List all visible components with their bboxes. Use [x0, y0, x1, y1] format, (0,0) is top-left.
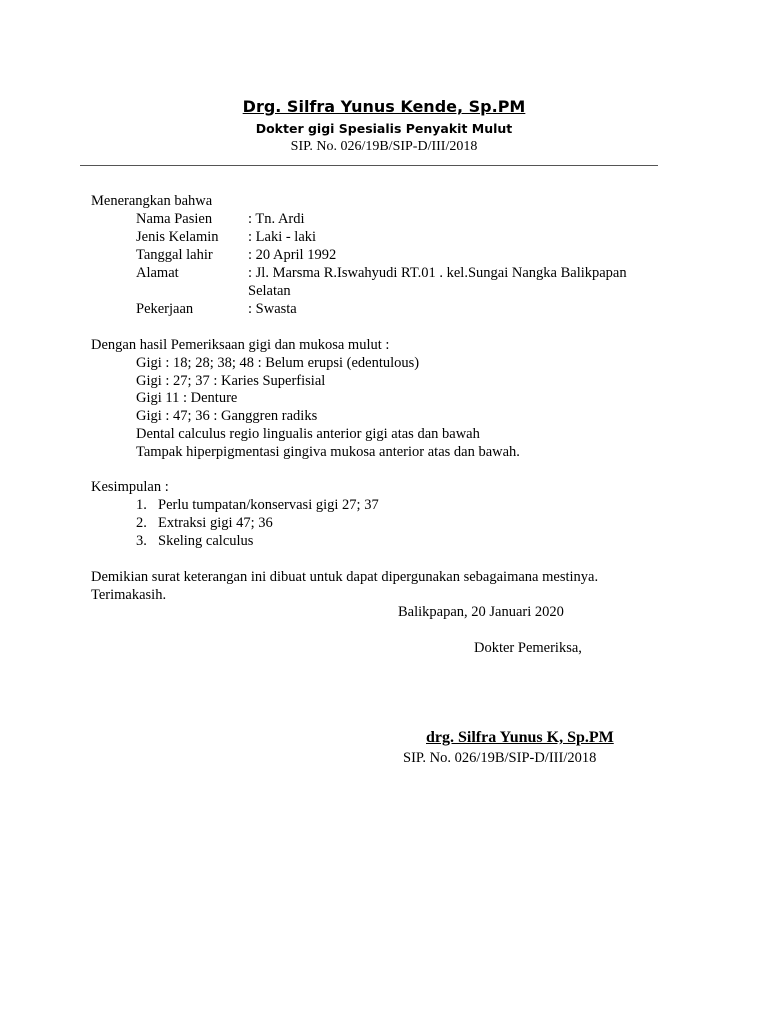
intro-text: Menerangkan bahwa	[91, 193, 213, 209]
exam-finding: Gigi 11 : Denture	[136, 390, 238, 406]
conclusion-item: Extraksi gigi 47; 36	[158, 515, 273, 531]
patient-label-gender: Jenis Kelamin	[136, 229, 219, 245]
place-date: Balikpapan, 20 Januari 2020	[398, 604, 564, 620]
conclusion-item: Skeling calculus	[158, 533, 254, 549]
exam-heading: Dengan hasil Pemeriksaan gigi dan mukosa mulut :	[91, 337, 390, 353]
conclusion-number: 1.	[136, 497, 147, 513]
signature-name: drg. Silfra Yunus K, Sp.PM	[426, 729, 614, 746]
doctor-name-title: Drg. Silfra Yunus Kende, Sp.PM	[242, 97, 526, 116]
signature-sip-number: SIP. No. 026/19B/SIP-D/III/2018	[403, 750, 597, 766]
patient-value-address-cont: Selatan	[248, 283, 291, 299]
conclusion-number: 2.	[136, 515, 147, 531]
closing-statement: Demikian surat keterangan ini dibuat untuk dapat dipergunakan sebagaimana mestinya.	[91, 569, 599, 585]
exam-finding: Tampak hiperpigmentasi gingiva mukosa anterior atas dan bawah.	[136, 444, 520, 460]
patient-label-birthdate: Tanggal lahir	[136, 247, 213, 263]
patient-value-name: : Tn. Ardi	[248, 211, 305, 227]
conclusion-heading: Kesimpulan :	[91, 479, 169, 495]
patient-value-birthdate: : 20 April 1992	[248, 247, 337, 263]
patient-value-address: : Jl. Marsma R.Iswahyudi RT.01 . kel.Sungai Nangka Balikpapan	[248, 265, 627, 281]
conclusion-item: Perlu tumpatan/konservasi gigi 27; 37	[158, 497, 379, 513]
header-sip-number: SIP. No. 026/19B/SIP-D/III/2018	[290, 139, 478, 154]
patient-label-occupation: Pekerjaan	[136, 301, 194, 317]
examiner-label: Dokter Pemeriksa,	[474, 640, 582, 656]
exam-finding: Gigi : 18; 28; 38; 48 : Belum erupsi (edentulous)	[136, 355, 420, 371]
patient-label-address: Alamat	[136, 265, 179, 281]
patient-label-name: Nama Pasien	[136, 211, 213, 227]
doctor-specialty: Dokter gigi Spesialis Penyakit Mulut	[255, 121, 513, 136]
header-divider	[80, 165, 658, 166]
closing-thanks: Terimakasih.	[91, 587, 167, 603]
exam-finding: Gigi : 27; 37 : Karies Superfisial	[136, 373, 326, 389]
conclusion-number: 3.	[136, 533, 147, 549]
exam-finding: Dental calculus regio lingualis anterior gigi atas dan bawah	[136, 426, 480, 442]
exam-finding: Gigi : 47; 36 : Ganggren radiks	[136, 408, 318, 424]
patient-value-gender: : Laki - laki	[248, 229, 317, 245]
patient-value-occupation: : Swasta	[248, 301, 297, 317]
